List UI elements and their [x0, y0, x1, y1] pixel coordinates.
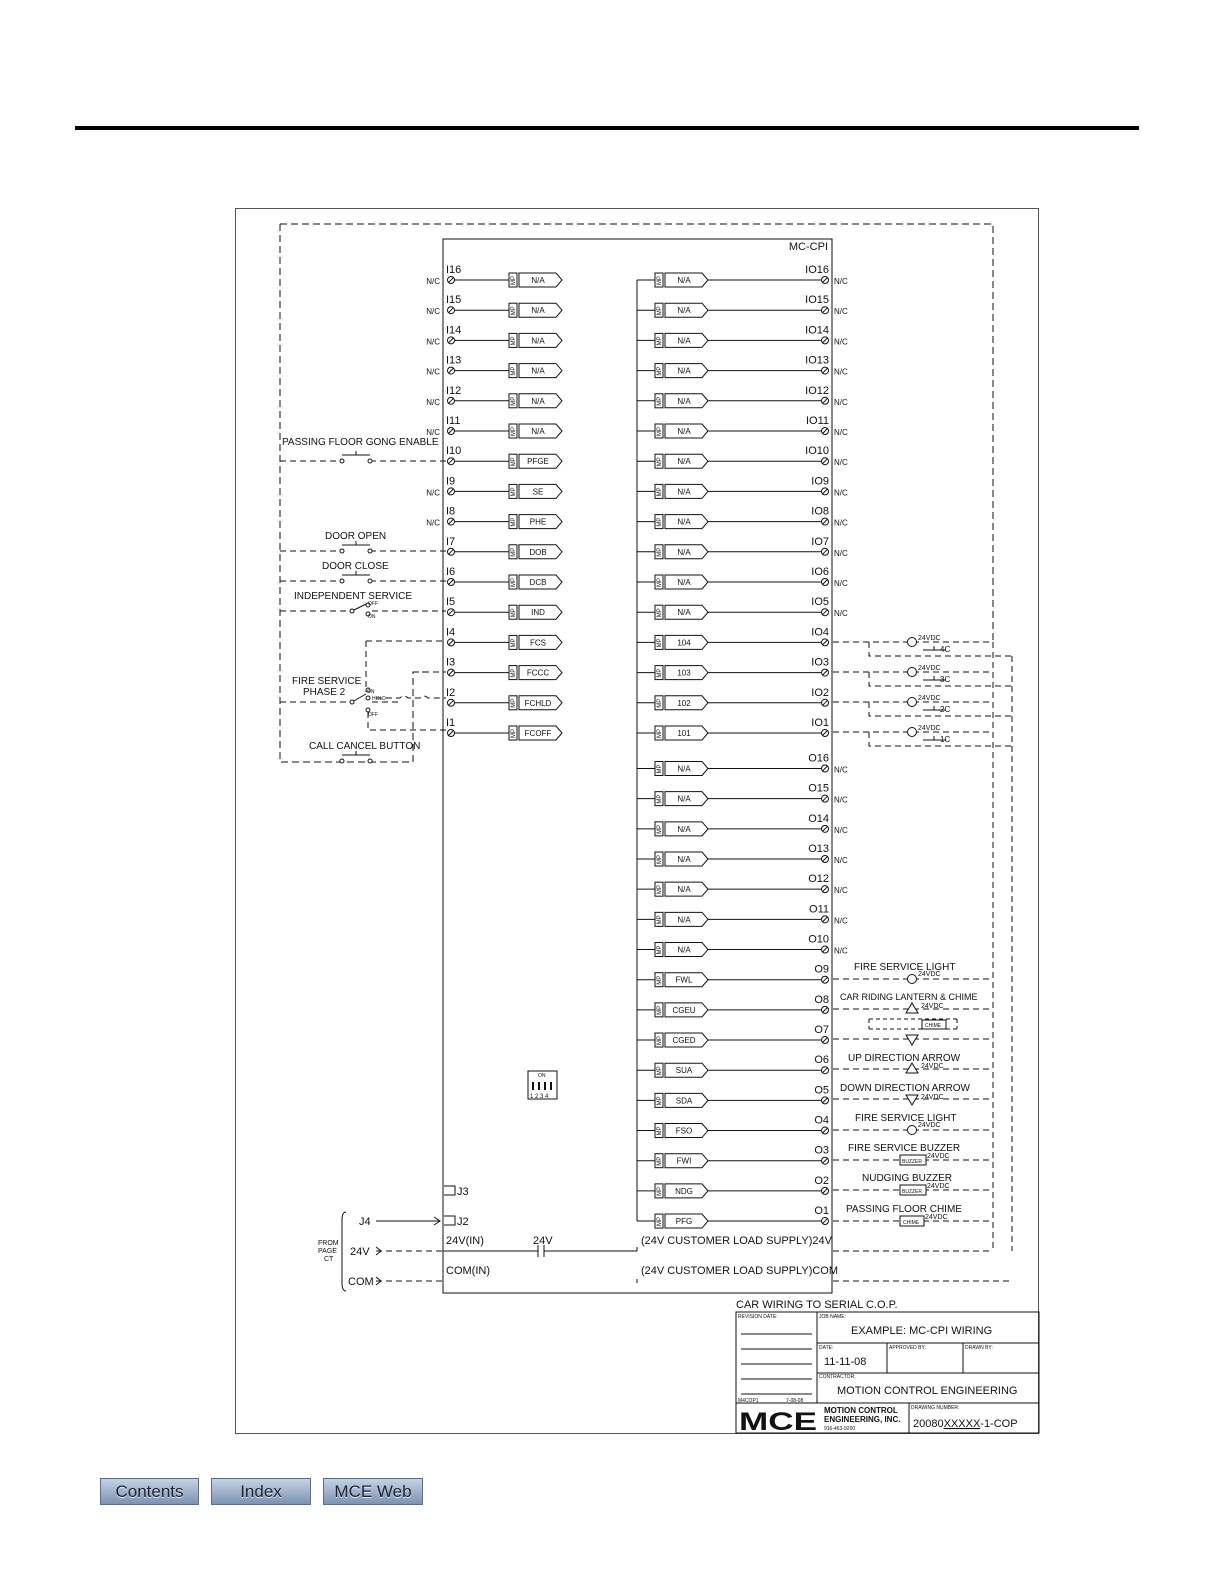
io-row-1-signal-label: N/A	[677, 306, 691, 316]
contractor-label: CONTRACTOR:	[819, 1374, 856, 1380]
24v-in-label: 24V(IN)	[446, 1235, 484, 1247]
left-input-5-tag: I11	[446, 415, 461, 427]
output-row-13-signal-label: FWI	[676, 1156, 692, 1166]
output-row-15-signal-label: PFG	[675, 1217, 693, 1227]
io-row-8-mp-label: MP	[657, 517, 663, 527]
io-row-3-signal-label: N/A	[677, 366, 691, 376]
contents-button[interactable]: Contents	[100, 1478, 199, 1505]
fs-buzzer-text: BUZZER	[902, 1159, 922, 1165]
io-row-10-tag: IO6	[811, 566, 829, 578]
fs-off-label: OFF	[368, 712, 378, 718]
fs-on-label: ON	[367, 689, 375, 695]
o3-device-label: FIRE SERVICE BUZZER	[848, 1143, 961, 1154]
io-row-8-note: N/C	[834, 518, 848, 528]
fs-hold-label: HOLD	[372, 696, 386, 702]
j2-label: J2	[457, 1216, 469, 1228]
output-row-1-mp-label: MP	[657, 794, 663, 804]
company-line2: ENGINEERING, INC.	[824, 1415, 901, 1424]
io-row-3-tag: IO13	[805, 354, 829, 367]
io-row-1-note: N/C	[834, 307, 848, 317]
fire-service-light-o9-icon	[908, 975, 917, 984]
left-input-15-tag: I1	[446, 717, 456, 729]
output-row-8-tag: O8	[814, 993, 829, 1006]
mce-logo: MCE	[739, 1408, 817, 1436]
left-input-12-mp-label: MP	[511, 638, 517, 648]
left-input-0-mp-label: MP	[511, 276, 517, 285]
io-row-12-tag: IO4	[811, 626, 829, 639]
call-light-4c-icon	[908, 638, 917, 647]
left-input-14-tag: I2	[446, 686, 456, 699]
o2-voltage: 24VDC	[927, 1183, 950, 1190]
call-light-3c-icon	[908, 668, 917, 677]
output-row-12-tag: O4	[814, 1114, 829, 1127]
supply-com-label: (24V CUSTOMER LOAD SUPPLY)COM	[641, 1265, 839, 1277]
output-row-5-signal-label: N/A	[677, 915, 691, 925]
output-row-6-signal-label: N/A	[677, 945, 691, 955]
left-input-7-signal-label: SE	[532, 487, 544, 497]
io-row-6-signal-label: N/A	[677, 457, 691, 467]
mce-web-button[interactable]: MCE Web	[323, 1478, 423, 1505]
output-row-11-tag: O5	[814, 1084, 829, 1097]
output-row-1-signal-label: N/A	[677, 794, 691, 804]
io-row-0-signal-label: N/A	[677, 276, 691, 285]
output-row-0-tag: O16	[808, 752, 829, 765]
call-2c-voltage: 24VDC	[918, 695, 941, 702]
o1-voltage: 24VDC	[925, 1214, 948, 1221]
io-row-15-signal-label: 101	[677, 729, 691, 738]
left-input-6-tag: I10	[446, 445, 462, 458]
output-row-9-tag: O7	[814, 1024, 829, 1037]
io-row-11-tag: IO5	[811, 596, 829, 609]
output-row-4-tag: O12	[808, 873, 829, 886]
io-row-5-mp-label: MP	[657, 427, 663, 436]
output-row-2-tag: O14	[808, 812, 829, 825]
o6-device-label: UP DIRECTION ARROW	[848, 1053, 961, 1064]
io-row-11-mp-label: MP	[657, 608, 663, 618]
io-row-4-signal-label: N/A	[677, 396, 691, 406]
io-row-14-signal-label: 102	[677, 698, 691, 708]
form-date: 7-08-08	[786, 1398, 804, 1404]
left-input-12-signal-label: FCS	[530, 638, 546, 648]
output-row-10-mp-label: MP	[657, 1066, 663, 1076]
left-input-9-mp-label: MP	[511, 547, 517, 557]
output-row-0-mp-label: MP	[657, 764, 663, 774]
o6-voltage: 24VDC	[921, 1063, 944, 1070]
left-input-4-signal-label: N/A	[531, 396, 545, 406]
output-row-1-tag: O15	[808, 782, 829, 795]
call-label-1c: 1C	[940, 735, 951, 744]
io-row-7-note: N/C	[834, 488, 848, 498]
io-row-10-note: N/C	[834, 579, 848, 588]
o9-voltage: 24VDC	[918, 971, 941, 978]
output-row-13-mp-label: MP	[657, 1156, 663, 1166]
ct-label: CT	[324, 1256, 334, 1263]
io-row-10-signal-label: N/A	[677, 578, 691, 587]
io-row-8-tag: IO8	[811, 505, 829, 518]
approved-by-label: APPROVED BY:	[889, 1345, 926, 1351]
call-label-2c: 2C	[940, 705, 951, 714]
job-name-label: JOB NAME:	[819, 1314, 846, 1320]
output-row-4-note: N/C	[834, 886, 848, 896]
o2-device-label: NUDGING BUZZER	[862, 1173, 952, 1184]
down-arrow-icon	[906, 1095, 918, 1105]
io-row-5-tag: IO11	[805, 415, 829, 427]
io-row-9-signal-label: N/A	[677, 547, 691, 557]
left-input-10-signal-label: DCB	[529, 578, 547, 587]
io-row-5-signal-label: N/A	[677, 427, 691, 436]
dip-numbers: 1 2 3 4	[530, 1094, 549, 1100]
output-row-8-mp-label: MP	[657, 1005, 663, 1015]
io-row-5-note: N/C	[834, 428, 848, 437]
o5-device-label: DOWN DIRECTION ARROW	[840, 1083, 970, 1094]
company-line1: MOTION CONTROL	[824, 1406, 898, 1415]
form-code: M4COP1	[738, 1398, 759, 1404]
output-row-6-tag: O10	[808, 933, 829, 946]
output-row-4-mp-label: MP	[657, 885, 663, 895]
o8-voltage: 24VDC	[921, 1003, 944, 1010]
left-input-5-mp-label: MP	[511, 427, 517, 436]
call-cancel-button-label: CALL CANCEL BUTTON	[309, 741, 421, 752]
o9-device-label: FIRE SERVICE LIGHT	[854, 962, 956, 973]
output-row-14-mp-label: MP	[657, 1186, 663, 1196]
call-light-2c-icon	[908, 698, 917, 707]
left-input-5-note: N/C	[426, 428, 440, 437]
output-row-11-mp-label: MP	[657, 1096, 663, 1106]
left-input-4-note: N/C	[426, 397, 440, 407]
io-row-8-signal-label: N/A	[677, 517, 691, 527]
left-input-6-signal-label: PFGE	[527, 457, 549, 467]
left-input-15-mp-label: MP	[511, 729, 517, 738]
left-input-6-mp-label: MP	[511, 457, 517, 467]
call-light-1c-icon	[908, 728, 917, 737]
io-row-13-signal-label: 103	[677, 668, 691, 678]
io-row-6-tag: IO10	[805, 445, 829, 458]
io-row-4-tag: IO12	[805, 384, 829, 397]
output-row-1-note: N/C	[834, 795, 848, 805]
io-row-10-mp-label: MP	[657, 578, 663, 587]
left-input-10-mp-label: MP	[511, 578, 517, 587]
output-row-11-signal-label: SDA	[675, 1096, 693, 1106]
company-phone: 916-463-9200	[824, 1426, 856, 1432]
output-row-9-mp-label: MP	[657, 1036, 663, 1046]
call-3c-voltage: 24VDC	[918, 665, 941, 672]
output-row-10-tag: O6	[814, 1054, 829, 1067]
o8-device-label: CAR RIDING LANTERN & CHIME	[840, 992, 978, 1002]
left-switch-wiring	[280, 451, 446, 763]
down-lantern-icon	[906, 1035, 918, 1045]
output-row-2-mp-label: MP	[657, 824, 663, 834]
io-row-2-mp-label: MP	[657, 336, 663, 346]
date-value: 11-11-08	[824, 1356, 867, 1368]
left-input-3-signal-label: N/A	[531, 366, 545, 376]
left-input-11-tag: I5	[446, 596, 456, 609]
o4-voltage: 24VDC	[918, 1122, 941, 1129]
from-label: FROM	[318, 1240, 339, 1247]
output-row-3-signal-label: N/A	[677, 855, 691, 865]
output-row-5-note: N/C	[834, 916, 848, 926]
io-row-2-signal-label: N/A	[677, 336, 691, 346]
left-input-3-mp-label: MP	[511, 366, 517, 376]
left-input-7-tag: I9	[446, 475, 456, 488]
pf-chime-text: CHIME	[903, 1220, 920, 1226]
door-close-label: DOOR CLOSE	[322, 561, 389, 572]
io-row-15-tag: IO1	[811, 717, 829, 729]
left-input-12-tag: I4	[446, 626, 456, 639]
left-input-2-tag: I14	[446, 324, 462, 337]
output-row-3-tag: O13	[808, 843, 829, 856]
com-label: COM	[348, 1276, 374, 1288]
output-row-7-signal-label: FWL	[675, 975, 693, 985]
output-row-2-note: N/C	[834, 825, 848, 835]
left-input-14-signal-label: FCHLD	[524, 698, 552, 708]
output-row-2-signal-label: N/A	[677, 824, 691, 834]
io-row-0-mp-label: MP	[657, 276, 663, 285]
left-input-0-tag: I16	[446, 264, 462, 276]
left-input-2-signal-label: N/A	[531, 336, 545, 346]
left-input-1-signal-label: N/A	[531, 306, 545, 316]
left-input-7-mp-label: MP	[511, 487, 517, 497]
io-row-0-tag: IO16	[805, 264, 829, 276]
supply-24v-label: (24V CUSTOMER LOAD SUPPLY)24V	[641, 1235, 832, 1247]
left-input-8-mp-label: MP	[511, 517, 517, 527]
o1-device-label: PASSING FLOOR CHIME	[846, 1204, 962, 1215]
left-input-1-mp-label: MP	[511, 306, 517, 316]
output-row-15-mp-label: MP	[657, 1217, 663, 1227]
io-row-13-mp-label: MP	[657, 668, 663, 678]
chime-box-text: CHIME	[925, 1023, 942, 1029]
output-row-0-note: N/C	[834, 765, 848, 775]
o5-voltage: 24VDC	[921, 1094, 944, 1101]
left-input-4-mp-label: MP	[511, 396, 517, 406]
left-input-4-tag: I12	[446, 384, 462, 397]
output-row-12-signal-label: FSO	[675, 1126, 693, 1136]
up-lantern-icon	[906, 1003, 918, 1013]
door-open-label: DOOR OPEN	[325, 531, 387, 542]
output-row-7-tag: O9	[814, 963, 829, 976]
o3-voltage: 24VDC	[927, 1153, 950, 1160]
io-row-7-mp-label: MP	[657, 487, 663, 497]
call-4c-voltage: 24VDC	[918, 635, 941, 642]
left-input-0-signal-label: N/A	[531, 276, 545, 285]
left-input-1-note: N/C	[426, 307, 440, 317]
io-row-3-note: N/C	[834, 367, 848, 377]
io-row-9-note: N/C	[834, 548, 848, 558]
left-input-7-note: N/C	[426, 488, 440, 498]
output-row-5-mp-label: MP	[657, 915, 663, 925]
passing-floor-gong-enable-label: PASSING FLOOR GONG ENABLE	[282, 437, 439, 448]
left-input-5-signal-label: N/A	[531, 427, 545, 436]
left-switch-labels	[282, 437, 439, 752]
left-input-8-signal-label: PHE	[529, 517, 547, 527]
left-input-9-tag: I7	[446, 535, 456, 548]
left-input-10-tag: I6	[446, 566, 456, 578]
output-row-15-tag: O1	[814, 1205, 829, 1218]
output-row-0-signal-label: N/A	[677, 764, 691, 774]
drawn-by-label: DRAWN BY:	[965, 1345, 993, 1351]
independent-service-label: INDEPENDENT SERVICE	[294, 591, 412, 602]
io-row-14-tag: IO2	[811, 686, 829, 699]
output-row-3-mp-label: MP	[657, 855, 663, 865]
output-row-13-tag: O3	[814, 1144, 829, 1157]
com-in-label: COM(IN)	[446, 1265, 490, 1277]
left-input-2-note: N/C	[426, 337, 440, 347]
output-row-4-signal-label: N/A	[677, 885, 691, 895]
left-input-3-note: N/C	[426, 367, 440, 377]
io-row-15-mp-label: MP	[657, 729, 663, 738]
io-row-1-tag: IO15	[805, 294, 829, 307]
left-input-11-signal-label: IND	[531, 608, 545, 618]
io-row-2-note: N/C	[834, 337, 848, 347]
up-arrow-icon	[906, 1063, 918, 1073]
io-row-7-signal-label: N/A	[677, 487, 691, 497]
output-row-6-note: N/C	[834, 946, 848, 956]
ind-off-label: OFF	[368, 601, 378, 607]
io-row-4-note: N/C	[834, 397, 848, 407]
output-row-12-mp-label: MP	[657, 1126, 663, 1136]
ind-on-label: ON	[368, 614, 376, 620]
call-label-4c: 4C	[940, 645, 951, 654]
left-input-13-mp-label: MP	[511, 668, 517, 678]
io-row-14-mp-label: MP	[657, 698, 663, 708]
dip-switch	[528, 1071, 557, 1100]
index-button[interactable]: Index	[211, 1478, 311, 1505]
left-input-13-signal-label: FCCC	[526, 668, 550, 678]
j4-label: J4	[359, 1216, 371, 1228]
output-row-3-note: N/C	[834, 856, 848, 866]
left-input-9-signal-label: DOB	[529, 547, 547, 557]
output-row-5-tag: O11	[809, 903, 829, 916]
job-name: EXAMPLE: MC-CPI WIRING	[851, 1325, 993, 1337]
drawing-number-label: DRAWING NUMBER:	[911, 1405, 960, 1411]
fire-service-label: FIRE SERVICE	[292, 676, 362, 687]
io-row-12-signal-label: 104	[677, 638, 691, 648]
contractor-name: MOTION CONTROL ENGINEERING	[837, 1385, 1018, 1397]
left-input-8-note: N/C	[426, 518, 440, 528]
title-block-text	[736, 1299, 1018, 1436]
io-row-6-note: N/C	[834, 458, 848, 468]
io-row-4-mp-label: MP	[657, 396, 663, 406]
24v-label: 24V	[350, 1246, 370, 1258]
left-input-0-note: N/C	[426, 277, 440, 286]
io-row-2-tag: IO14	[805, 324, 829, 337]
call-1c-voltage: 24VDC	[918, 725, 941, 732]
left-input-13-tag: I3	[446, 656, 456, 669]
output-row-14-signal-label: NDG	[675, 1186, 693, 1196]
io-row-11-signal-label: N/A	[677, 608, 691, 618]
j3-label: J3	[457, 1186, 469, 1198]
io-row-9-mp-label: MP	[657, 547, 663, 557]
page-label: PAGE	[318, 1248, 337, 1255]
io-row-3-mp-label: MP	[657, 366, 663, 376]
cap-24v-label: 24V	[533, 1235, 553, 1247]
left-input-14-mp-label: MP	[511, 698, 517, 708]
dip-on-label: ON	[538, 1073, 546, 1079]
left-input-8-tag: I8	[446, 505, 456, 518]
output-row-10-signal-label: SUA	[675, 1066, 693, 1076]
output-row-6-mp-label: MP	[657, 945, 663, 955]
io-row-7-tag: IO9	[811, 475, 829, 488]
left-input-3-tag: I13	[446, 354, 462, 367]
output-row-8-signal-label: CGEU	[672, 1005, 696, 1015]
o4-device-label: FIRE SERVICE LIGHT	[855, 1113, 957, 1124]
io-row-1-mp-label: MP	[657, 306, 663, 316]
left-input-15-signal-label: FCOFF	[524, 729, 552, 738]
left-input-1-tag: I15	[446, 294, 462, 307]
title-heading: CAR WIRING TO SERIAL C.O.P.	[736, 1299, 898, 1311]
output-row-9-signal-label: CGED	[672, 1036, 696, 1046]
io-row-0-note: N/C	[834, 277, 848, 286]
date-label: DATE:	[819, 1345, 834, 1351]
nudging-buzzer-text: BUZZER	[902, 1189, 922, 1195]
board-title: MC-CPI	[788, 241, 828, 253]
left-input-2-mp-label: MP	[511, 336, 517, 346]
call-label-3c: 3C	[940, 675, 951, 684]
phase-2-label: PHASE 2	[303, 687, 346, 698]
io-row-6-mp-label: MP	[657, 457, 663, 467]
output-row-7-mp-label: MP	[657, 975, 663, 985]
io-row-12-mp-label: MP	[657, 638, 663, 648]
revision-date-label: REVISION DATE:	[738, 1314, 778, 1320]
io-row-11-note: N/C	[834, 609, 848, 619]
power-labels	[318, 1186, 838, 1288]
io-row-13-tag: IO3	[811, 656, 829, 669]
io-row-9-tag: IO7	[811, 535, 829, 548]
fire-service-light-o4-icon	[908, 1126, 917, 1135]
output-row-14-tag: O2	[814, 1174, 829, 1187]
left-input-11-mp-label: MP	[511, 608, 517, 618]
car-call-labels	[918, 635, 950, 744]
drawing-number: 20080XXXXX-1-COP	[913, 1418, 1018, 1430]
